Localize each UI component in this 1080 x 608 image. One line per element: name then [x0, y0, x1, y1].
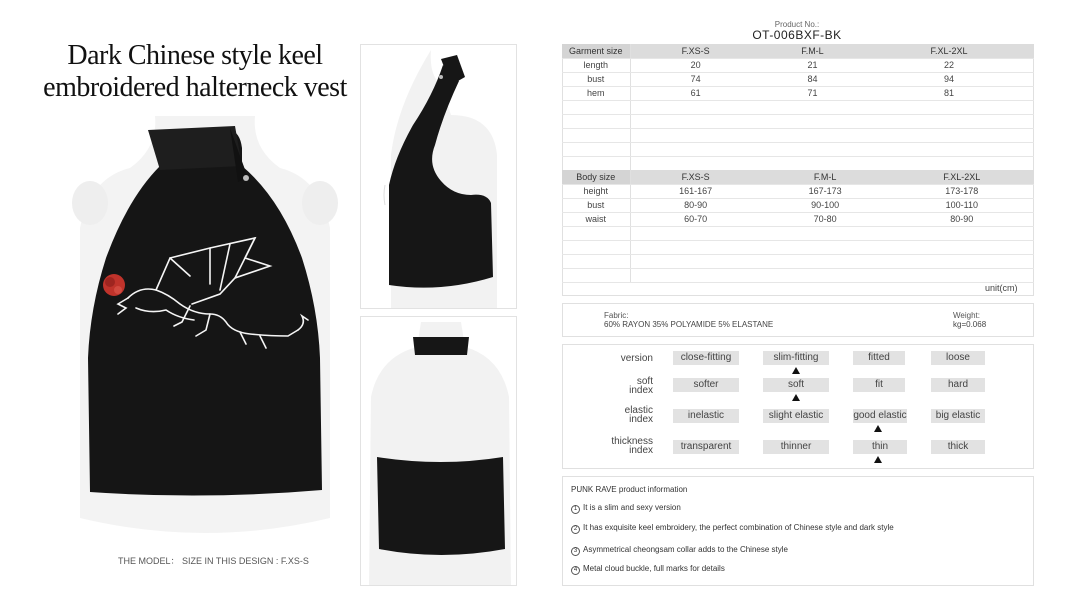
table-cell: 100-110: [890, 198, 1034, 212]
table-cell: 60-70: [630, 212, 761, 226]
table-cell: 22: [864, 58, 1034, 72]
body-size-table: [562, 170, 1034, 283]
product-number: OT-006BXF-BK: [752, 28, 842, 42]
info-text: Metal cloud buckle, full marks for details: [583, 564, 725, 573]
table-cell: 74: [630, 72, 761, 86]
table-row-empty: [562, 268, 1034, 282]
fit-option: close-fitting: [673, 351, 739, 365]
info-title: PUNK RAVE product information: [571, 485, 688, 494]
back-view-photo: [360, 316, 517, 586]
table-row-empty: [562, 100, 1034, 114]
fit-option: fitted: [853, 351, 905, 365]
table-row-empty: [562, 240, 1034, 254]
selected-arrow-icon: [874, 456, 882, 463]
unit-label: unit(cm): [985, 283, 1018, 293]
info-item: [571, 545, 788, 556]
table-cell: 94: [864, 72, 1034, 86]
fit-option-selected: good elastic: [853, 410, 907, 421]
fit-option-selected: slim-fitting: [763, 351, 829, 365]
table-row-empty: [562, 114, 1034, 128]
selected-arrow-icon: [874, 425, 882, 432]
table-header-cell: F.M-L: [761, 44, 864, 58]
circled-number-icon: 3: [571, 547, 580, 556]
rose-embroidery: [103, 274, 125, 296]
table-row: [562, 184, 1034, 198]
fit-option: hard: [931, 378, 985, 392]
table-row: [562, 212, 1034, 226]
table-header-cell: F.XL-2XL: [864, 44, 1034, 58]
fit-label: elastic index: [624, 405, 653, 425]
model-size-note: THE MODEL： SIZE IN THIS DESIGN : F.XS-S: [118, 556, 309, 566]
garment-size-table: [562, 44, 1034, 171]
fit-option: inelastic: [673, 409, 739, 423]
table-cell: 80-90: [630, 198, 761, 212]
fit-option: big elastic: [931, 409, 985, 423]
selected-arrow-icon: [792, 394, 800, 401]
fit-row-thickness: [563, 437, 1035, 467]
info-text: It has exquisite keel embroidery, the perfect combination of Chinese style and dark style: [583, 523, 894, 532]
fit-label: thickness index: [611, 436, 653, 456]
table-row: [562, 58, 1034, 72]
fit-option-selected: soft: [763, 378, 829, 392]
fit-label: soft index: [629, 376, 653, 396]
fit-option: transparent: [673, 440, 739, 454]
fabric-panel: [562, 303, 1034, 337]
weight-value: kg=0.068: [953, 320, 987, 329]
table-row-empty: [562, 254, 1034, 268]
fit-label: version: [620, 353, 653, 364]
product-info-panel: [562, 476, 1034, 586]
fit-option: thick: [931, 440, 985, 454]
fit-index-panel: [562, 344, 1034, 469]
table-cell: 80-90: [890, 212, 1034, 226]
table-cell: 173-178: [890, 184, 1034, 198]
table-header-cell: F.M-L: [761, 170, 890, 184]
circled-number-icon: 4: [571, 566, 580, 575]
weight-label: Weight:: [953, 311, 980, 320]
table-cell: height: [562, 184, 630, 198]
fit-option-selected: thin: [853, 440, 907, 454]
table-row: [562, 72, 1034, 86]
table-cell: 161-167: [630, 184, 761, 198]
info-item: [571, 523, 894, 534]
table-cell: 71: [761, 86, 864, 100]
table-cell: bust: [562, 72, 630, 86]
table-cell: 81: [864, 86, 1034, 100]
table-cell: 90-100: [761, 198, 890, 212]
table-header-cell: Garment size: [562, 44, 630, 58]
table-row-empty: [562, 128, 1034, 142]
table-cell: 20: [630, 58, 761, 72]
fabric-composition: 60% RAYON 35% POLYAMIDE 5% ELASTANE: [604, 320, 774, 329]
fit-option: slight elastic: [763, 409, 829, 423]
selected-arrow-icon: [792, 367, 800, 374]
table-cell: 61: [630, 86, 761, 100]
info-text: Asymmetrical cheongsam collar adds to the Chinese style: [583, 545, 788, 554]
table-row: [562, 86, 1034, 100]
table-cell: 84: [761, 72, 864, 86]
table-header-cell: F.XS-S: [630, 170, 761, 184]
side-view-photo: [360, 44, 517, 309]
info-item: [571, 503, 681, 514]
table-header-cell: F.XL-2XL: [890, 170, 1034, 184]
fit-option: softer: [673, 378, 739, 392]
product-title: Dark Chinese style keel embroidered halterneck vest: [43, 40, 347, 103]
table-cell: 70-80: [761, 212, 890, 226]
fabric-label: Fabric:: [604, 311, 629, 320]
info-text: It is a slim and sexy version: [583, 503, 681, 512]
fit-row-elastic: [563, 406, 1035, 436]
table-cell: 167-173: [761, 184, 890, 198]
info-item: [571, 564, 725, 575]
table-row: [562, 198, 1034, 212]
table-header-row: [562, 44, 1034, 58]
table-row-empty: [562, 142, 1034, 156]
table-cell: hem: [562, 86, 630, 100]
fit-row-soft: [563, 377, 1035, 407]
table-cell: length: [562, 58, 630, 72]
fit-option: thinner: [763, 440, 829, 454]
table-cell: bust: [562, 198, 630, 212]
table-cell: waist: [562, 212, 630, 226]
table-row-empty: [562, 156, 1034, 170]
product-number-label: Product No.:: [774, 20, 820, 29]
table-cell: 21: [761, 58, 864, 72]
table-row-empty: [562, 226, 1034, 240]
fit-option: loose: [931, 351, 985, 365]
fit-option: fit: [853, 378, 905, 392]
circled-number-icon: 1: [571, 505, 580, 514]
table-header-cell: F.XS-S: [630, 44, 761, 58]
front-product-image: [70, 108, 340, 540]
circled-number-icon: 2: [571, 525, 580, 534]
table-header-cell: Body size: [562, 170, 630, 184]
table-header-row: [562, 170, 1034, 184]
